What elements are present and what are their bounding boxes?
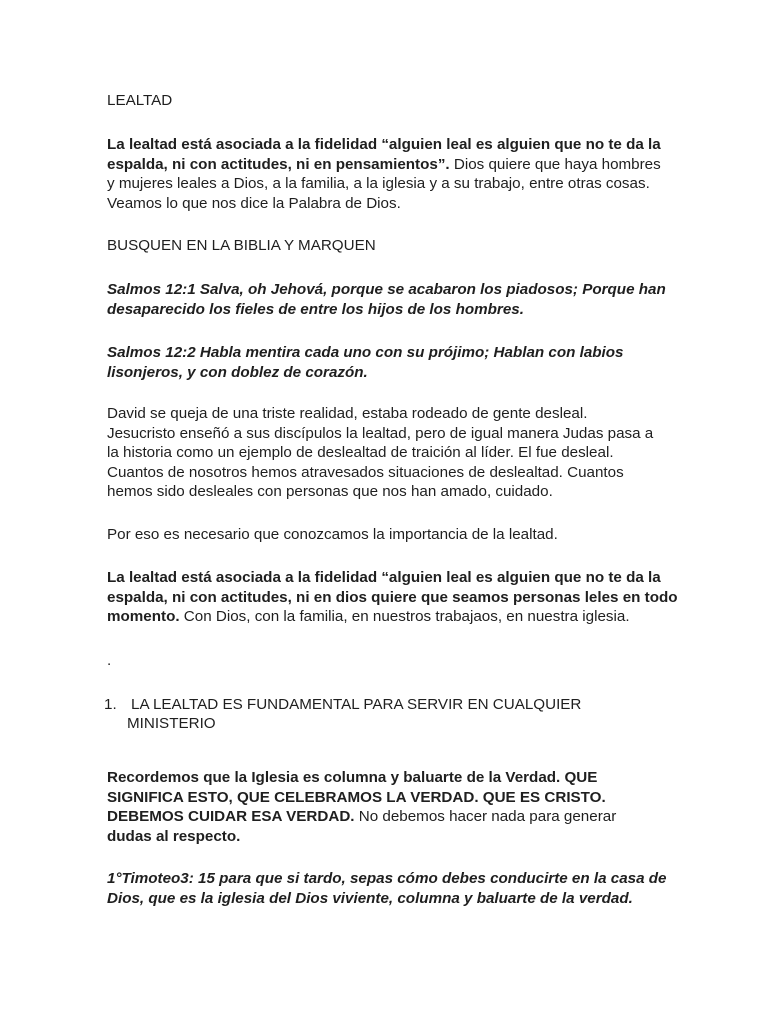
- verse-1-timoteo-3-15: 1°Timoteo3: 15 para que si tardo, sepas cómo debes conducirte en la casa de Dios, que es la iglesia del Dios viviente, columna y baluarte de la verdad.: [107, 870, 667, 907]
- separator-dot: .: [107, 652, 112, 669]
- document-title: LEALTAD: [107, 92, 173, 109]
- list-item-line-2: MINISTERIO: [127, 715, 216, 732]
- paragraph-david: David se queja de una triste realidad, estaba rodeado de gente desleal. Jesucristo enseñó a sus discípulos la lealtad, pero de igual manera Judas pasa a la historia como un ejemplo de deslealtad de traición al líder. El fue desleal. Cuantos de nosotros hemos atravesados situaciones de deslealtad. Cuantos hemos sido desleales con personas que nos han amado, cuidado.: [107, 405, 654, 500]
- paragraph-importancia: Por eso es necesario que conozcamos la importancia de la lealtad.: [107, 526, 558, 543]
- paragraph-iglesia-columna: Recordemos que la Iglesia es columna y baluarte de la Verdad. QUE SIGNIFICA ESTO, QUE CELEBRAMOS LA VERDAD. QUE ES CRISTO. DEBEMOS CUIDAR ESA VERDAD. No debemos hacer nada para generar dudas al respecto.: [107, 769, 617, 845]
- paragraph-lealtad-fidelidad: La lealtad está asociada a la fidelidad “alguien leal es alguien que no te da la espalda, ni con actitudes, ni en dios quiere que seamos personas leles en todo momento. Con Dios, con la familia, en nuestros trabajaos, en nuestra iglesia.: [107, 569, 678, 625]
- verse-salmos-12-1: Salmos 12:1 Salva, oh Jehová, porque se acabaron los piadosos; Porque han desaparecido los fieles de entre los hijos de los hombres.: [107, 281, 666, 318]
- paragraph-lealtad-definition: La lealtad está asociada a la fidelidad “alguien leal es alguien que no te da la espalda, ni con actitudes, ni en pensamientos”. Dios quiere que haya hombres y mujeres leales a Dios, a la familia, a la iglesia y a su trabajo, entre otras cosas. Veamos lo que nos dice la Palabra de Dios.: [107, 136, 661, 212]
- list-number: 1.: [104, 696, 117, 713]
- verse-salmos-12-2: Salmos 12:2 Habla mentira cada uno con su prójimo; Hablan con labios lisonjeros, y con doblez de corazón.: [107, 344, 624, 381]
- list-item-line-1: LA LEALTAD ES FUNDAMENTAL PARA SERVIR EN CUALQUIER: [131, 696, 582, 713]
- section-heading-busquen: BUSQUEN EN LA BIBLIA Y MARQUEN: [107, 237, 376, 254]
